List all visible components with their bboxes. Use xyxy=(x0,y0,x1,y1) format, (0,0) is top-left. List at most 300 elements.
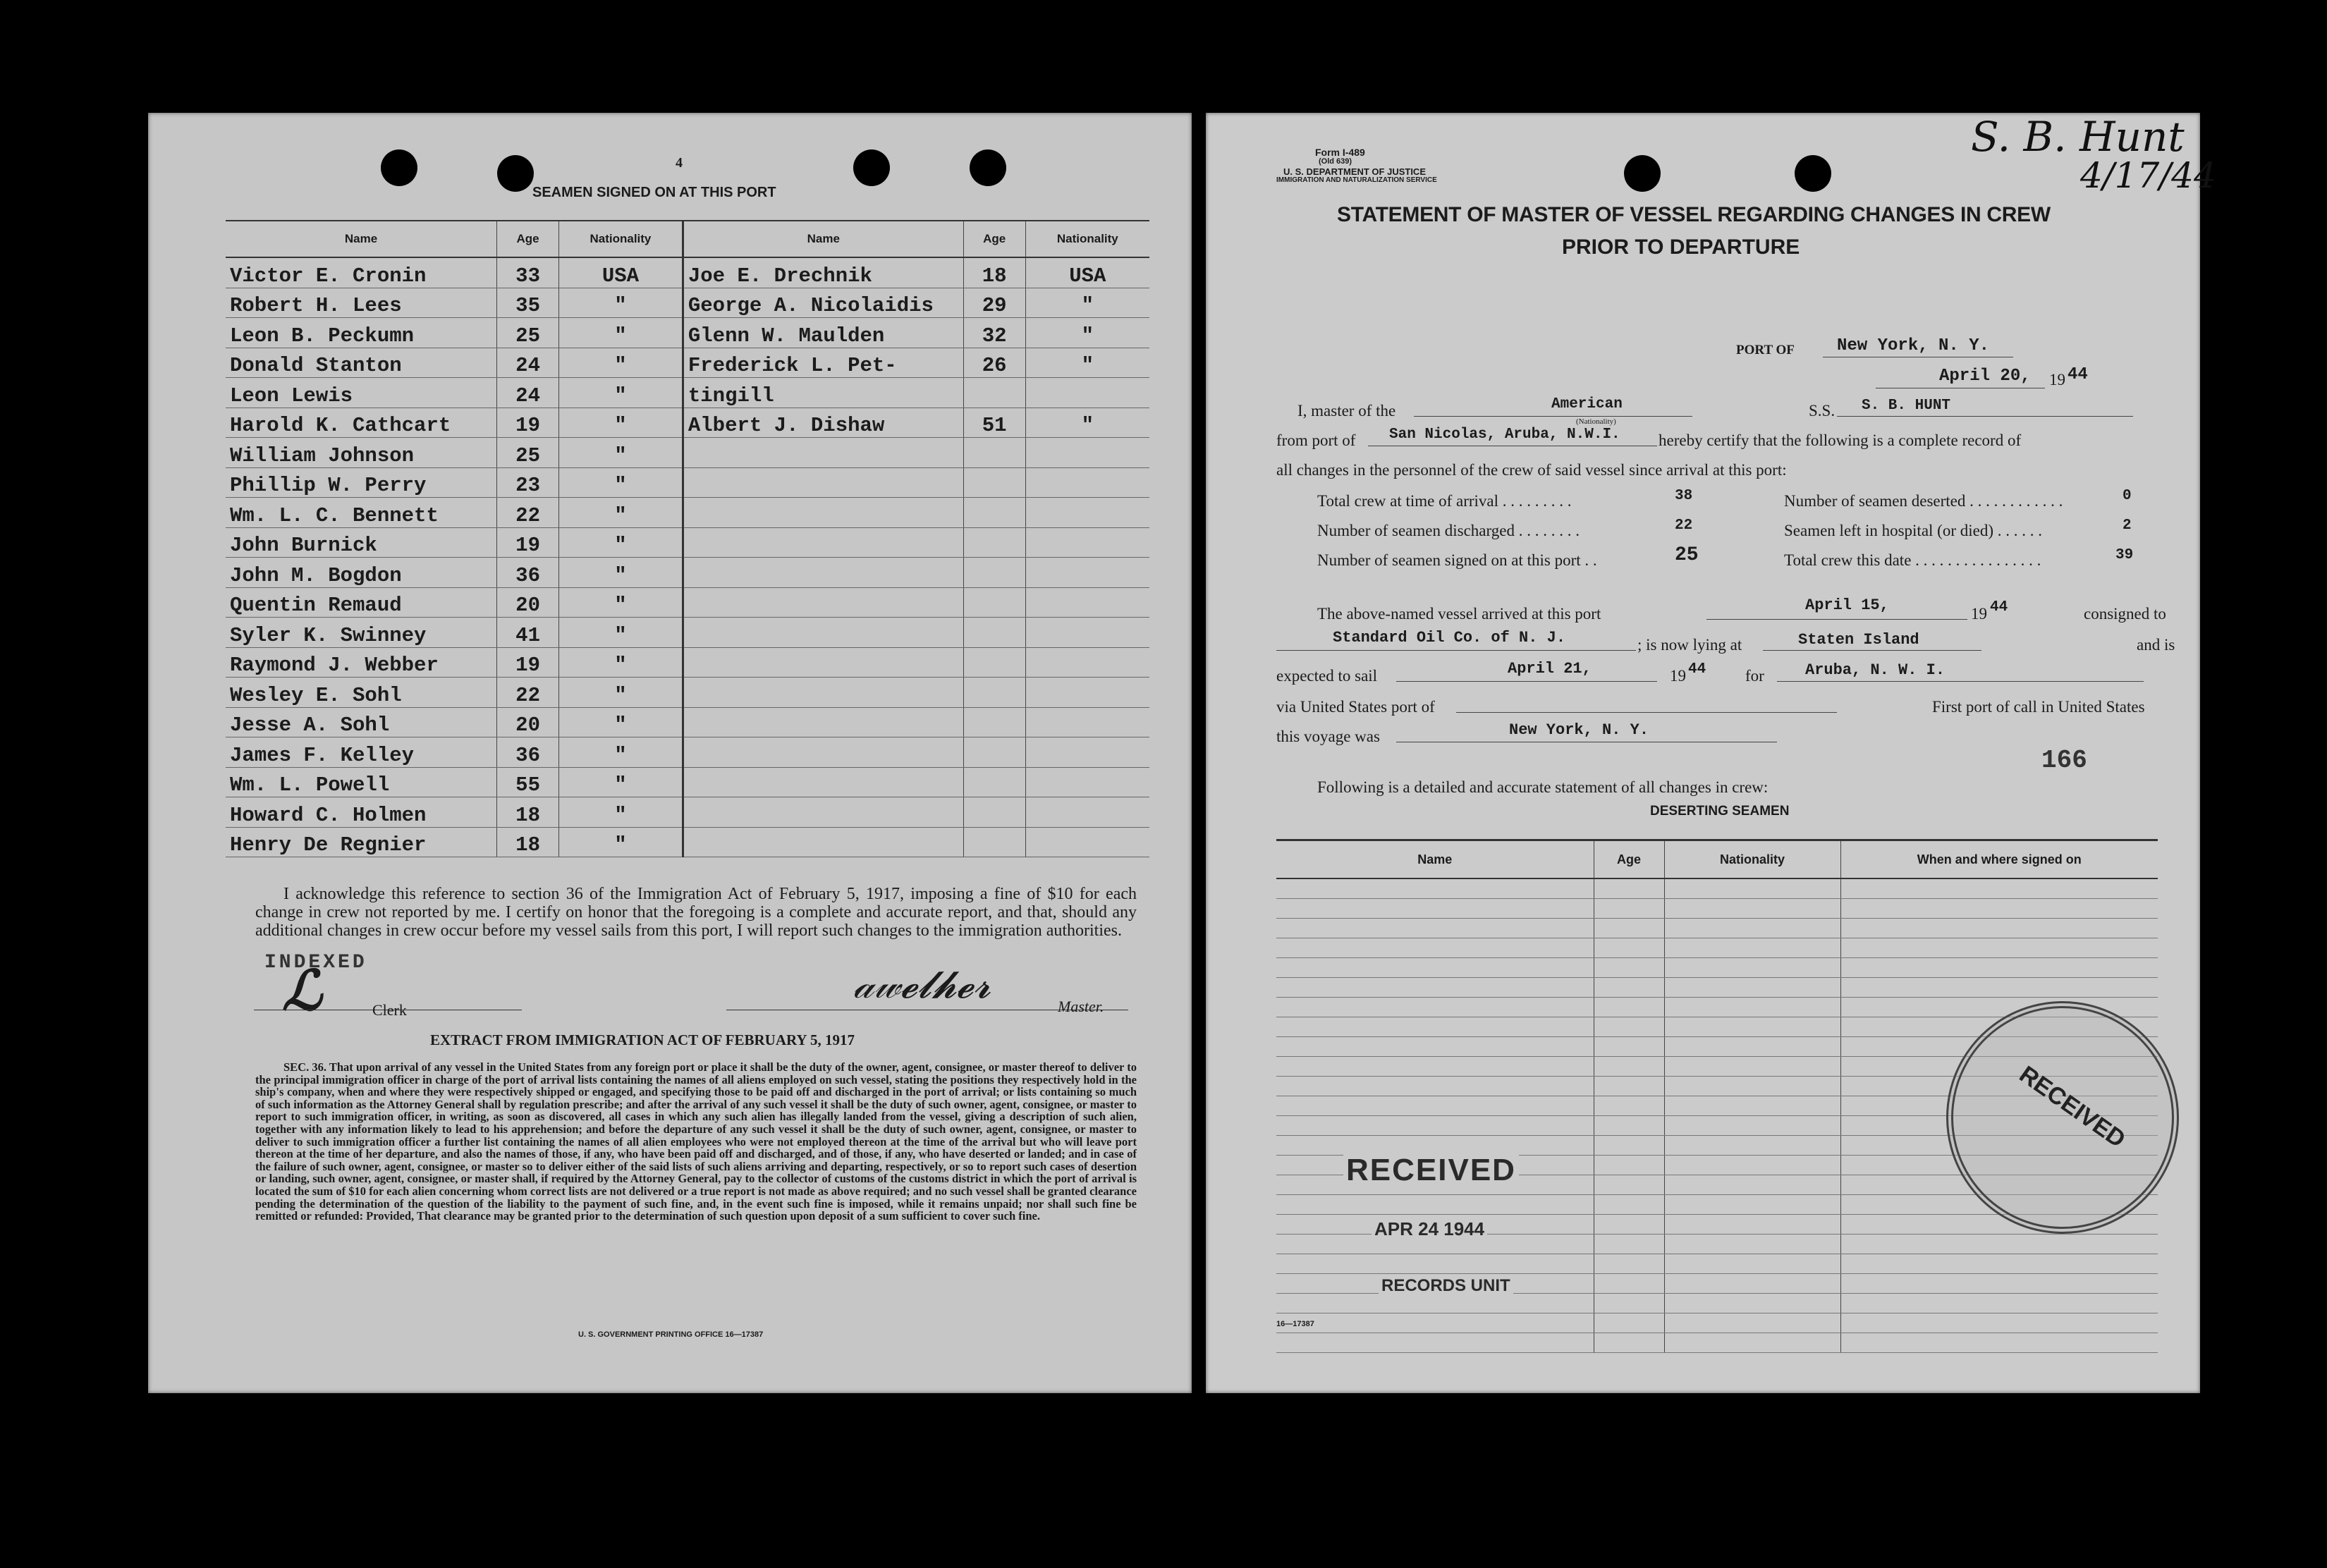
seaman-nationality: " xyxy=(559,678,683,708)
seaman-nationality xyxy=(1025,438,1149,468)
seaman-nationality xyxy=(1025,647,1149,678)
empty-cell xyxy=(1594,1096,1664,1116)
certification-text: I acknowledge this reference to section 36 of the Immigration Act of February 5, 1917, imposing a fine of $10 for each change in crew not reported by me. I certify on honor that the foregoing is a complete and accurate report, and that, should any additional changes in crew occur before my vessel sails from this port, I will report such changes to the immigration authorities. xyxy=(255,885,1137,940)
empty-cell xyxy=(1594,1017,1664,1037)
seaman-nationality xyxy=(1025,498,1149,528)
voyage-label: this voyage was xyxy=(1276,728,1380,745)
header-name: Name xyxy=(683,221,963,257)
seaman-age xyxy=(963,498,1025,528)
seaman-name xyxy=(683,767,963,797)
seaman-nationality: " xyxy=(1025,348,1149,378)
seaman-name: Albert J. Dishaw xyxy=(683,408,963,438)
deserted-count: 0 xyxy=(2123,488,2132,504)
header-name: Name xyxy=(226,221,497,257)
empty-cell xyxy=(1594,1136,1664,1156)
destination: Aruba, N. W. I. xyxy=(1805,661,1946,679)
seaman-age xyxy=(963,707,1025,737)
table-row xyxy=(226,737,1149,768)
empty-cell xyxy=(1594,1313,1664,1333)
empty-cell xyxy=(1840,1313,2158,1333)
indexed-stamp: INDEXED xyxy=(264,952,367,974)
empty-cell xyxy=(1276,1195,1594,1215)
seaman-name xyxy=(683,797,963,828)
seaman-nationality xyxy=(1025,587,1149,618)
seaman-name: Phillip W. Perry xyxy=(226,467,497,498)
seaman-nationality xyxy=(1025,558,1149,588)
table-row xyxy=(226,257,1149,288)
seaman-age: 32 xyxy=(963,318,1025,348)
empty-cell xyxy=(1594,938,1664,958)
expected-label: expected to sail xyxy=(1276,667,1378,685)
seaman-name: Harold K. Cathcart xyxy=(226,408,497,438)
seaman-nationality xyxy=(1025,767,1149,797)
seaman-nationality: " xyxy=(559,318,683,348)
table-row xyxy=(1276,978,2158,998)
table-row xyxy=(1276,899,2158,919)
deserting-title: DESERTING SEAMEN xyxy=(1650,804,1790,819)
seaman-name: Robert H. Lees xyxy=(226,288,497,318)
table-row xyxy=(226,797,1149,828)
voyage-value: New York, N. Y. xyxy=(1509,721,1649,739)
seaman-nationality: USA xyxy=(559,257,683,288)
empty-cell xyxy=(1276,1017,1594,1037)
arrived-year-prefix: 19 xyxy=(1971,605,1987,623)
empty-cell xyxy=(1276,938,1594,958)
from-port-label: from port of xyxy=(1276,431,1356,449)
seaman-nationality xyxy=(1025,527,1149,558)
empty-cell xyxy=(1594,1116,1664,1136)
clerk-initials: ℒ xyxy=(282,959,322,1023)
seaman-age xyxy=(963,827,1025,857)
arrived-label: The above-named vessel arrived at this port xyxy=(1317,605,1601,623)
for-label: for xyxy=(1745,667,1764,685)
lying-value: Staten Island xyxy=(1798,631,1919,649)
seaman-age: 25 xyxy=(497,318,559,348)
header-nationality: Nationality xyxy=(1025,221,1149,257)
empty-cell xyxy=(1664,998,1840,1017)
table-row xyxy=(226,707,1149,737)
seaman-age xyxy=(963,767,1025,797)
seaman-nationality: " xyxy=(559,438,683,468)
seaman-nationality: " xyxy=(559,467,683,498)
seaman-name xyxy=(683,737,963,768)
service: IMMIGRATION AND NATURALIZATION SERVICE xyxy=(1276,176,1437,184)
empty-cell xyxy=(1664,938,1840,958)
seaman-name: Henry De Regnier xyxy=(226,827,497,857)
empty-cell xyxy=(1664,1235,1840,1254)
empty-cell xyxy=(1664,1116,1840,1136)
empty-cell xyxy=(1276,1037,1594,1057)
seaman-age xyxy=(963,587,1025,618)
seaman-name xyxy=(683,467,963,498)
following-text: Following is a detailed and accurate statement of all changes in crew: xyxy=(1317,778,1769,796)
empty-cell xyxy=(1594,1294,1664,1313)
seaman-nationality: " xyxy=(559,498,683,528)
seaman-name: George A. Nicolaidis xyxy=(683,288,963,318)
empty-cell xyxy=(1840,1274,2158,1294)
seaman-nationality xyxy=(1025,827,1149,857)
discharged-label: Number of seamen discharged . . . . . . . . xyxy=(1317,522,1580,539)
extract-body: SEC. 36. That upon arrival of any vessel in the United States from any foreign port or place it shall be the duty of the owner, agent, consignee, or master thereof to deliver to the principal immigration officer in charge of the port of arrival lists containing the names of all aliens employed on such vessel, stating the positions they respectively hold in the ship's company, when and where they were respectively shipped or engaged, and specifying those to be paid off and discharged in the port of arrival; or lists containing so much of such information as the Attorney General shall by regulation prescribe; and after the arrival of any such vessel it shall be the duty of such owner, agent, consignee, or master to report to such immigration officer, in writing, as soon as discovered, all cases in which any such alien has illegally landed from the vessel, giving a description of such alien, together with any information likely to lead to his apprehension; and before the departure of any such vessel it shall be the duty of such owner, agent, consignee, or master to deliver to such immigration officer a further list containing the names of all alien employees who were not employed thereon at the time of the arrival but who will leave port thereon at the time of her departure, and also the names of those, if any, who have been paid off and discharged, and of those, if any, who have deserted or landed; and in case of the failure of such owner, agent, consignee, or master so to deliver either of the said lists of such aliens arriving and departing, respectively, or so to report such cases of desertion or landing, such owner, agent, consignee, or master shall, if required by the Attorney General, pay to the collector of customs of the customs district in which the port of arrival is located the sum of $10 for each alien concerning whom correct lists are not delivered or a true report is not made as above required; and no such vessel shall be granted clearance pending the determination of the question of the liability to the payment of such fine, and, in the event such fine is imposed, while it remains unpaid; nor shall such fine be remitted or refunded: Provided, That clearance may be granted prior to the determination of such question upon deposit of a sum sufficient to cover such fine. xyxy=(255,1060,1137,1223)
empty-cell xyxy=(1664,1195,1840,1215)
seaman-age: 20 xyxy=(497,707,559,737)
arrived-value: April 15, xyxy=(1805,596,1889,614)
seaman-nationality: " xyxy=(559,288,683,318)
seaman-name: Victor E. Cronin xyxy=(226,257,497,288)
total-crew-arrival: 38 xyxy=(1675,488,1693,504)
table-row xyxy=(226,438,1149,468)
empty-cell xyxy=(1594,1254,1664,1274)
seaman-name: tingill xyxy=(683,378,963,408)
seaman-nationality: " xyxy=(559,647,683,678)
sail-value: April 21, xyxy=(1508,660,1592,678)
ship-name: S. B. HUNT xyxy=(1862,398,1951,414)
seaman-name: Leon Lewis xyxy=(226,378,497,408)
seaman-age: 36 xyxy=(497,737,559,768)
empty-cell xyxy=(1664,1017,1840,1037)
seaman-age: 33 xyxy=(497,257,559,288)
seaman-nationality: USA xyxy=(1025,257,1149,288)
seaman-name xyxy=(683,438,963,468)
seaman-age xyxy=(963,797,1025,828)
seaman-age xyxy=(963,438,1025,468)
seaman-nationality: " xyxy=(559,827,683,857)
punch-hole xyxy=(853,149,890,186)
received-stamp: RECEIVED xyxy=(1343,1153,1519,1188)
empty-cell xyxy=(1594,1215,1664,1235)
table-row xyxy=(1276,919,2158,938)
seaman-age: 22 xyxy=(497,678,559,708)
empty-cell xyxy=(1276,1096,1594,1116)
table-row xyxy=(226,378,1149,408)
seaman-name: Howard C. Holmen xyxy=(226,797,497,828)
table-row xyxy=(226,587,1149,618)
consignee: Standard Oil Co. of N. J. xyxy=(1333,629,1566,647)
seaman-nationality: " xyxy=(559,527,683,558)
form-number: Form I-489 xyxy=(1315,147,1365,158)
table-row xyxy=(226,408,1149,438)
round-stamp-label: RECEIVED xyxy=(2014,1060,2131,1153)
seaman-name: Syler K. Swinney xyxy=(226,618,497,648)
seaman-age: 19 xyxy=(497,527,559,558)
sail-year-prefix: 19 xyxy=(1670,667,1686,685)
lying-label: ; is now lying at xyxy=(1637,636,1742,654)
empty-cell xyxy=(1840,1235,2158,1254)
seaman-age: 22 xyxy=(497,498,559,528)
seaman-name xyxy=(683,678,963,708)
seaman-age xyxy=(963,467,1025,498)
form-title-line2: PRIOR TO DEPARTURE xyxy=(1562,235,1800,259)
empty-cell xyxy=(1594,1175,1664,1195)
seaman-name xyxy=(683,498,963,528)
seaman-age: 29 xyxy=(963,288,1025,318)
empty-cell xyxy=(1664,878,1840,899)
date-value: April 20, xyxy=(1939,367,2031,386)
empty-cell xyxy=(1664,978,1840,998)
empty-cell xyxy=(1840,1254,2158,1274)
empty-cell xyxy=(1840,1294,2158,1313)
empty-cell xyxy=(1664,1313,1840,1333)
seaman-nationality: " xyxy=(559,348,683,378)
desert-header-nationality: Nationality xyxy=(1664,840,1840,879)
punch-hole xyxy=(1624,155,1661,192)
master-of-label: I, master of the xyxy=(1297,402,1396,419)
punch-hole xyxy=(381,149,417,186)
seaman-age xyxy=(963,618,1025,648)
empty-cell xyxy=(1664,1254,1840,1274)
port-value: New York, N. Y. xyxy=(1837,336,1990,355)
seaman-age: 35 xyxy=(497,288,559,318)
table-row xyxy=(226,558,1149,588)
desert-header-name: Name xyxy=(1276,840,1594,879)
seaman-nationality xyxy=(1025,618,1149,648)
seaman-name: John Burnick xyxy=(226,527,497,558)
empty-cell xyxy=(1594,878,1664,899)
department: U. S. DEPARTMENT OF JUSTICE xyxy=(1283,166,1426,177)
empty-cell xyxy=(1276,1057,1594,1077)
empty-cell xyxy=(1840,958,2158,978)
seaman-age: 18 xyxy=(963,257,1025,288)
nationality-caption: (Nationality) xyxy=(1576,417,1616,426)
table-row xyxy=(226,527,1149,558)
seaman-age: 24 xyxy=(497,378,559,408)
seaman-name: Leon B. Peckumn xyxy=(226,318,497,348)
certify-text-2: all changes in the personnel of the crew of said vessel since arrival at this port: xyxy=(1276,461,1787,479)
seamen-signed-on-table xyxy=(226,220,1149,857)
empty-cell xyxy=(1664,919,1840,938)
seaman-age xyxy=(963,737,1025,768)
seaman-nationality xyxy=(1025,707,1149,737)
punch-hole xyxy=(497,155,534,192)
table-row xyxy=(226,467,1149,498)
seaman-age: 20 xyxy=(497,587,559,618)
seaman-name: Glenn W. Maulden xyxy=(683,318,963,348)
empty-cell xyxy=(1664,899,1840,919)
empty-cell xyxy=(1594,978,1664,998)
seaman-name xyxy=(683,827,963,857)
table-row xyxy=(1276,1294,2158,1313)
empty-cell xyxy=(1594,998,1664,1017)
seaman-age: 23 xyxy=(497,467,559,498)
hospital-label: Seamen left in hospital (or died) . . . . . . xyxy=(1784,522,2043,539)
seaman-age xyxy=(963,378,1025,408)
empty-cell xyxy=(1664,1057,1840,1077)
table-row xyxy=(1276,1333,2158,1353)
empty-cell xyxy=(1840,938,2158,958)
seaman-nationality: " xyxy=(559,797,683,828)
empty-cell xyxy=(1276,1254,1594,1274)
empty-cell xyxy=(1276,1116,1594,1136)
empty-cell xyxy=(1276,1313,1594,1333)
master-signature: 𝒶𝓌𝓮𝓵𝓱𝓮𝓻 xyxy=(853,962,991,1007)
seaman-name: Jesse A. Sohl xyxy=(226,707,497,737)
empty-cell xyxy=(1594,1195,1664,1215)
empty-cell xyxy=(1276,978,1594,998)
seaman-name: Quentin Remaud xyxy=(226,587,497,618)
seaman-nationality xyxy=(1025,797,1149,828)
header-nationality: Nationality xyxy=(559,221,683,257)
certify-text: hereby certify that the following is a complete record of xyxy=(1659,431,2022,449)
empty-cell xyxy=(1664,1215,1840,1235)
table-row xyxy=(1276,1313,2158,1333)
clerk-label: Clerk xyxy=(372,1001,407,1019)
nationality-value: American xyxy=(1551,396,1623,412)
empty-cell xyxy=(1664,1037,1840,1057)
seaman-age: 51 xyxy=(963,408,1025,438)
right-page xyxy=(1206,113,2216,1393)
seaman-age: 36 xyxy=(497,558,559,588)
seaman-name: Raymond J. Webber xyxy=(226,647,497,678)
table-row xyxy=(226,647,1149,678)
empty-cell xyxy=(1594,919,1664,938)
punch-hole xyxy=(970,149,1006,186)
table-row xyxy=(226,827,1149,857)
discharged-count: 22 xyxy=(1675,517,1693,534)
seaman-name xyxy=(683,587,963,618)
punch-hole xyxy=(2221,155,2258,192)
table-row xyxy=(1276,878,2158,899)
seaman-name: Frederick L. Pet- xyxy=(683,348,963,378)
master-label: Master. xyxy=(1058,998,1104,1015)
hospital-count: 2 xyxy=(2123,517,2132,534)
empty-cell xyxy=(1664,1333,1840,1353)
seaman-age: 18 xyxy=(497,797,559,828)
ss-label: S.S. xyxy=(1809,402,1836,419)
seaman-nationality xyxy=(1025,678,1149,708)
seaman-age: 19 xyxy=(497,647,559,678)
seaman-name xyxy=(683,618,963,648)
seaman-nationality: " xyxy=(559,408,683,438)
extract-title: EXTRACT FROM IMMIGRATION ACT OF FEBRUARY 5, 1917 xyxy=(430,1031,855,1048)
year-value: 44 xyxy=(2068,365,2088,384)
seaman-nationality: " xyxy=(559,707,683,737)
empty-cell xyxy=(1594,1235,1664,1254)
handwritten-vessel: S. B. Hunt xyxy=(1971,113,2185,161)
empty-cell xyxy=(1594,1037,1664,1057)
seaman-name: Wm. L. C. Bennett xyxy=(226,498,497,528)
from-port-value: San Nicolas, Aruba, N.W.I. xyxy=(1389,427,1620,443)
seaman-name: Wm. L. Powell xyxy=(226,767,497,797)
empty-cell xyxy=(1664,1274,1840,1294)
empty-cell xyxy=(1276,1294,1594,1313)
empty-cell xyxy=(1276,1077,1594,1096)
desert-header-age: Age xyxy=(1594,840,1664,879)
empty-cell xyxy=(1276,919,1594,938)
seaman-nationality xyxy=(1025,467,1149,498)
table-row xyxy=(226,618,1149,648)
seaman-nationality: " xyxy=(559,737,683,768)
year-prefix: 19 xyxy=(2049,371,2065,388)
page-number: 4 xyxy=(676,155,683,171)
empty-cell xyxy=(1840,919,2158,938)
seaman-nationality: " xyxy=(559,558,683,588)
empty-cell xyxy=(1594,1057,1664,1077)
empty-cell xyxy=(1840,878,2158,899)
table-row xyxy=(1276,938,2158,958)
seaman-name xyxy=(683,707,963,737)
signed-on-count: 25 xyxy=(1675,544,1699,566)
table-row xyxy=(226,318,1149,348)
seaman-age: 25 xyxy=(497,438,559,468)
table-row xyxy=(226,767,1149,797)
handwritten-date: 4/17/44 xyxy=(2080,155,2216,196)
deserted-label: Number of seamen deserted . . . . . . . . . . . . xyxy=(1784,492,2063,510)
desert-header-when: When and where signed on xyxy=(1840,840,2158,879)
seaman-age: 24 xyxy=(497,348,559,378)
seaman-age: 26 xyxy=(963,348,1025,378)
seaman-nationality: " xyxy=(1025,318,1149,348)
seaman-nationality xyxy=(1025,378,1149,408)
form-title-line1: STATEMENT OF MASTER OF VESSEL REGARDING CHANGES IN CREW xyxy=(1337,203,2051,226)
arrived-year: 44 xyxy=(1990,599,2008,615)
signed-on-label: Number of seamen signed on at this port . . xyxy=(1317,551,1597,569)
seaman-age: 19 xyxy=(497,408,559,438)
seaman-age: 55 xyxy=(497,767,559,797)
seaman-name xyxy=(683,558,963,588)
seaman-nationality: " xyxy=(559,618,683,648)
seaman-age xyxy=(963,647,1025,678)
printing-office: U. S. GOVERNMENT PRINTING OFFICE 16—17387 xyxy=(578,1330,764,1339)
seaman-name xyxy=(683,527,963,558)
seaman-name: Donald Stanton xyxy=(226,348,497,378)
seaman-name: William Johnson xyxy=(226,438,497,468)
empty-cell xyxy=(1840,1333,2158,1353)
stamp-number: 166 xyxy=(2041,746,2087,775)
empty-cell xyxy=(1594,958,1664,978)
section-title: SEAMEN SIGNED ON AT THIS PORT xyxy=(532,185,776,200)
form-old-number: (Old 639) xyxy=(1319,157,1352,166)
header-age: Age xyxy=(963,221,1025,257)
empty-cell xyxy=(1840,899,2158,919)
seaman-name: Joe E. Drechnik xyxy=(683,257,963,288)
table-row xyxy=(226,348,1149,378)
empty-cell xyxy=(1664,1156,1840,1175)
empty-cell xyxy=(1664,1096,1840,1116)
total-crew-date-label: Total crew this date . . . . . . . . . . . . . . . . xyxy=(1784,551,2041,569)
port-label: PORT OF xyxy=(1736,343,1795,357)
total-crew-date: 39 xyxy=(2115,547,2134,563)
empty-cell xyxy=(1664,1077,1840,1096)
received-date: APR 24 1944 xyxy=(1372,1218,1487,1240)
seaman-name: Wesley E. Sohl xyxy=(226,678,497,708)
empty-cell xyxy=(1594,1333,1664,1353)
table-row xyxy=(226,678,1149,708)
records-unit: RECORDS UNIT xyxy=(1379,1276,1513,1296)
seaman-nationality: " xyxy=(1025,408,1149,438)
seaman-age: 18 xyxy=(497,827,559,857)
and-is-label: and is xyxy=(2137,636,2175,654)
empty-cell xyxy=(1276,1333,1594,1353)
seaman-name xyxy=(683,647,963,678)
seaman-nationality xyxy=(1025,737,1149,768)
empty-cell xyxy=(1594,899,1664,919)
empty-cell xyxy=(1276,878,1594,899)
empty-cell xyxy=(1664,1175,1840,1195)
seaman-name: James F. Kelley xyxy=(226,737,497,768)
empty-cell xyxy=(1664,1294,1840,1313)
empty-cell xyxy=(1664,958,1840,978)
header-age: Age xyxy=(497,221,559,257)
table-row xyxy=(1276,1254,2158,1274)
empty-cell xyxy=(1594,1274,1664,1294)
seaman-name: John M. Bogdon xyxy=(226,558,497,588)
via-label: via United States port of xyxy=(1276,698,1435,716)
left-page xyxy=(148,113,1192,1393)
table-row xyxy=(226,288,1149,318)
table-row xyxy=(1276,958,2158,978)
seaman-age xyxy=(963,558,1025,588)
empty-cell xyxy=(1276,998,1594,1017)
